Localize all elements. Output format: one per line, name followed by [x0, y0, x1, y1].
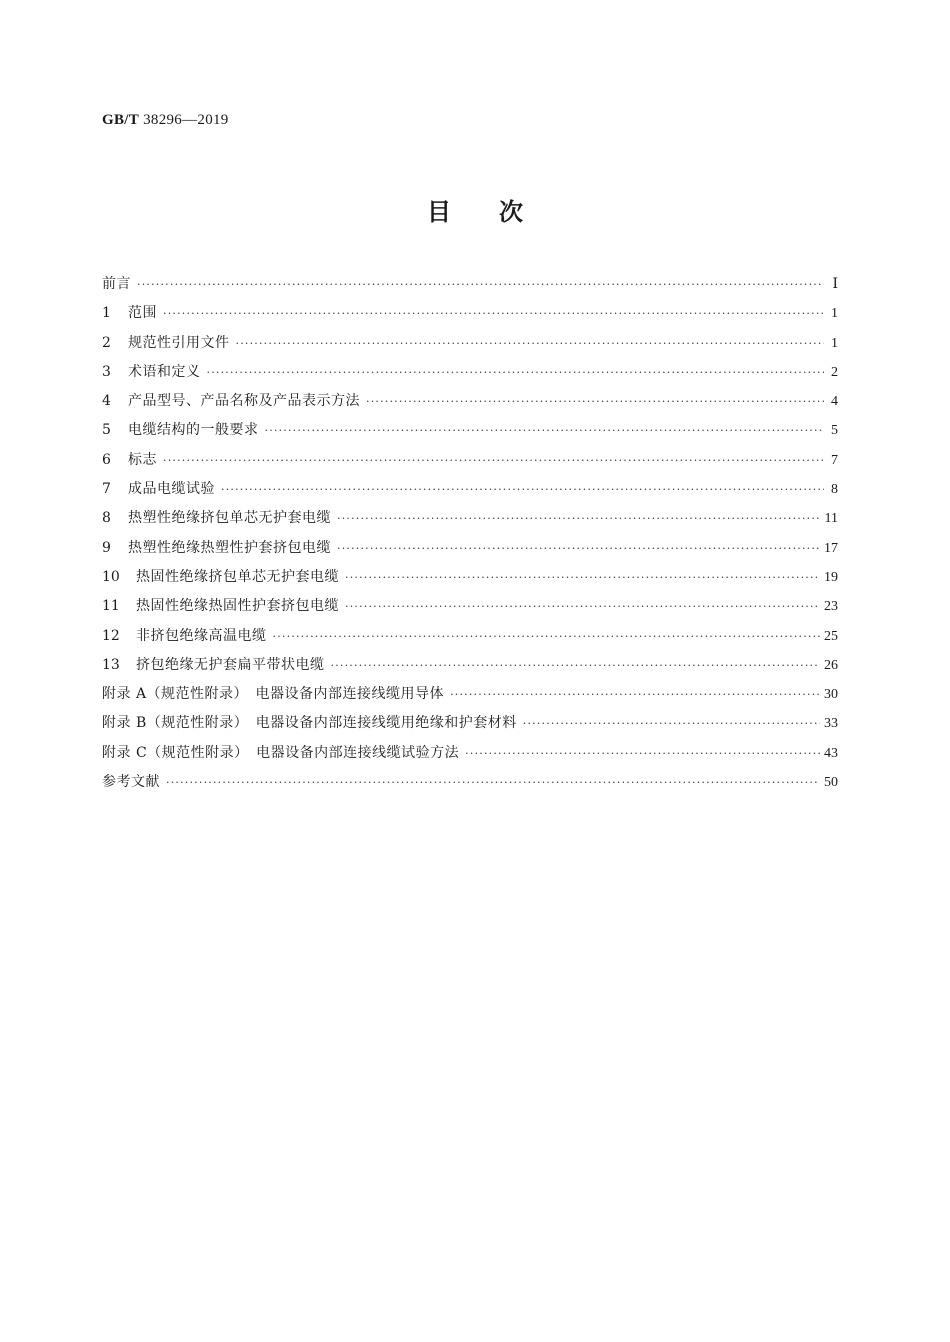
toc-entry-title: 非挤包绝缘高温电缆	[136, 627, 267, 644]
toc-entry-page: 43	[824, 745, 838, 761]
standard-prefix: GB/T	[102, 112, 140, 128]
toc-entry-number: 13	[102, 656, 120, 673]
toc-entry-page: 5	[831, 423, 838, 439]
toc-entry-title: 挤包绝缘无护套扁平带状电缆	[136, 656, 325, 673]
toc-entry-title: 术语和定义	[128, 363, 201, 380]
toc-entry-6[interactable]	[102, 446, 838, 475]
toc-entry-number: 3	[102, 363, 111, 380]
toc-dot-leader	[163, 446, 824, 475]
toc-entry-page: 2	[831, 364, 838, 380]
toc-dot-leader	[163, 299, 824, 328]
toc-dot-leader	[337, 504, 821, 533]
toc-entry-page: 11	[824, 511, 838, 527]
toc-entry-page: 23	[824, 599, 838, 615]
toc-entry-annex-a[interactable]	[102, 680, 838, 709]
toc-dot-leader	[236, 329, 825, 358]
toc-entry-number: 11	[102, 598, 120, 615]
toc-entry-title: 附录 C（规范性附录） 电器设备内部连接线缆试验方法	[102, 744, 460, 761]
toc-entry-title: 热固性绝缘挤包单芯无护套电缆	[136, 568, 339, 585]
toc-entry-title: 热塑性绝缘热塑性护套挤包电缆	[128, 539, 331, 556]
toc-dot-leader	[345, 563, 820, 592]
toc-entry-page: 1	[831, 335, 838, 351]
toc-entry-page: 25	[824, 628, 838, 644]
toc-dot-leader	[450, 680, 820, 709]
toc-entry-page: 17	[824, 540, 838, 556]
toc-entry-title: 附录 B（规范性附录） 电器设备内部连接线缆用绝缘和护套材料	[102, 715, 517, 732]
standard-code	[102, 112, 229, 129]
toc-entry-number: 12	[102, 627, 120, 644]
toc-entry-1[interactable]	[102, 299, 838, 328]
toc-entry-number: 6	[102, 451, 111, 468]
toc-dot-leader	[166, 768, 820, 797]
toc-entry-number: 10	[102, 568, 120, 585]
toc-entry-5[interactable]	[102, 416, 838, 445]
toc-entry-number: 8	[102, 510, 111, 527]
page-title: 目次	[427, 198, 571, 226]
toc-entry-page: 30	[824, 687, 838, 703]
toc-entry-page: Ⅰ	[832, 277, 838, 292]
toc-entry-page: 50	[824, 775, 838, 791]
toc-entry-number: 9	[102, 539, 111, 556]
toc-entry-7[interactable]	[102, 475, 838, 504]
toc-dot-leader	[366, 387, 824, 416]
toc-dot-leader	[207, 358, 825, 387]
toc-entry-title: 规范性引用文件	[128, 334, 230, 351]
toc-entry-number: 1	[102, 305, 111, 322]
toc-dot-leader	[465, 739, 820, 768]
toc-dot-leader	[221, 475, 824, 504]
toc-entry-title: 热固性绝缘热固性护套挤包电缆	[136, 598, 339, 615]
toc-entry-11[interactable]	[102, 592, 838, 621]
toc-dot-leader	[345, 592, 820, 621]
toc-dot-leader	[265, 416, 825, 445]
toc-entry-12[interactable]	[102, 622, 838, 651]
standard-number: 38296—2019	[143, 112, 229, 128]
toc-entry-foreword[interactable]	[102, 270, 838, 299]
toc-entry-title: 前言	[102, 276, 131, 292]
toc-entry-4[interactable]	[102, 387, 838, 416]
toc-entry-page: 1	[831, 306, 838, 322]
toc-dot-leader	[331, 651, 821, 680]
toc-entry-page: 26	[824, 657, 838, 673]
table-of-contents	[102, 270, 838, 797]
toc-entry-2[interactable]	[102, 329, 838, 358]
toc-entry-page: 19	[824, 569, 838, 585]
toc-entry-number: 7	[102, 481, 111, 498]
toc-entry-page: 8	[831, 482, 838, 498]
toc-entry-8[interactable]	[102, 504, 838, 533]
toc-dot-leader	[137, 270, 824, 299]
toc-entry-title: 成品电缆试验	[128, 481, 215, 498]
toc-entry-10[interactable]	[102, 563, 838, 592]
toc-entry-title: 热塑性绝缘挤包单芯无护套电缆	[128, 510, 331, 527]
toc-dot-leader	[523, 709, 820, 738]
toc-entry-page: 33	[824, 716, 838, 732]
toc-entry-13[interactable]	[102, 651, 838, 680]
toc-entry-title: 电缆结构的一般要求	[128, 422, 259, 439]
toc-entry-annex-b[interactable]	[102, 709, 838, 738]
toc-entry-title: 产品型号、产品名称及产品表示方法	[128, 393, 360, 410]
toc-entry-3[interactable]	[102, 358, 838, 387]
toc-entry-number: 4	[102, 393, 111, 410]
toc-entry-annex-c[interactable]	[102, 739, 838, 768]
toc-entry-title: 参考文献	[102, 774, 160, 791]
toc-entry-number: 2	[102, 334, 111, 351]
toc-entry-title: 附录 A（规范性附录） 电器设备内部连接线缆用导体	[102, 686, 445, 703]
toc-entry-9[interactable]	[102, 534, 838, 563]
toc-entry-page: 7	[831, 452, 838, 468]
toc-entry-number: 5	[102, 422, 111, 439]
toc-entry-page: 4	[831, 394, 838, 410]
toc-entry-title: 范围	[128, 305, 157, 322]
toc-entry-title: 标志	[128, 451, 157, 468]
toc-entry-references[interactable]	[102, 768, 838, 797]
toc-dot-leader	[337, 534, 820, 563]
toc-dot-leader	[273, 622, 821, 651]
